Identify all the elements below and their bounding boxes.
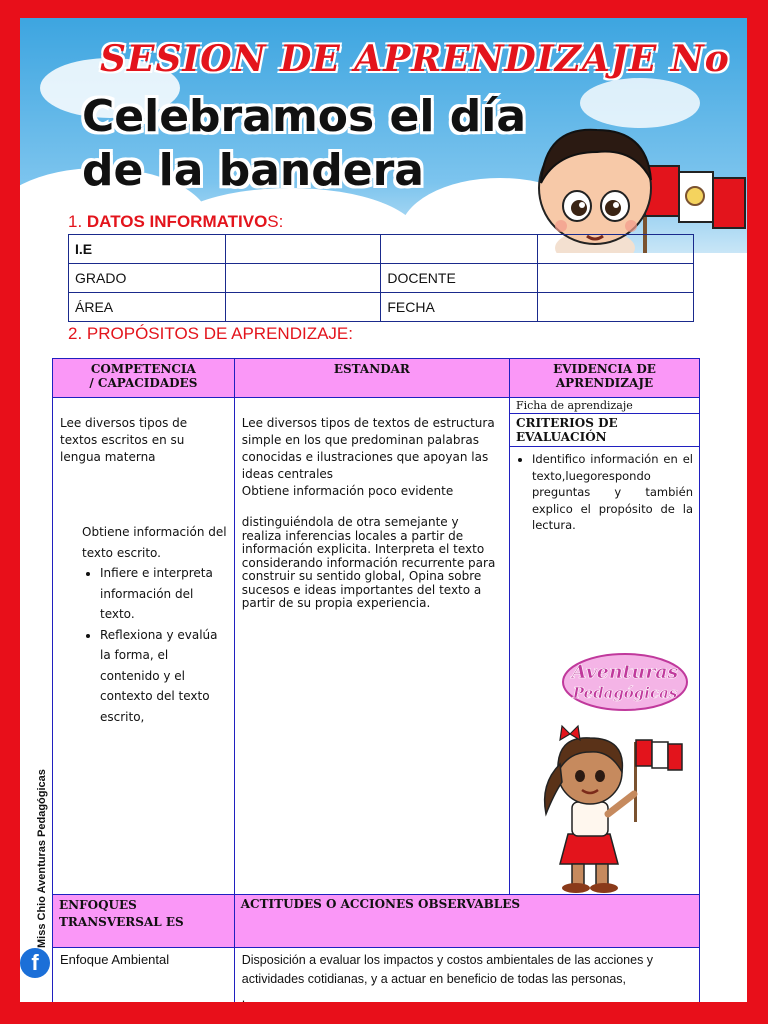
table-cell: GRADO [69, 264, 226, 293]
criterios-list [510, 447, 699, 534]
table-cell[interactable] [225, 264, 381, 293]
girl-with-flag-illustration [510, 724, 696, 894]
table-cell: DOCENTE [381, 264, 538, 293]
table-cell[interactable] [538, 264, 694, 293]
evidencia-header: EVIDENCIA DE APRENDIZAJE [510, 359, 700, 398]
page-title [82, 90, 562, 198]
table-cell[interactable] [225, 235, 381, 264]
competencia-header-label: COMPETENCIA / CAPACIDADES [89, 362, 198, 390]
facebook-icon[interactable]: f [20, 948, 50, 978]
capacidades-list [82, 563, 227, 727]
session-title: SESION DE APRENDIZAJE No [100, 38, 730, 80]
estandar-text-3: distinguiéndola de otra semejante y realiza inferencias locales a partir de información explicita. Interpreta el texto considerando información recurrente para construir su sentido global, Opina sobre sucesos e ideas importantes del texto a partir de su propia experiencia. [241, 515, 496, 610]
enfoques-header: ENFOQUES TRANSVERSAL ES [53, 894, 235, 947]
table-row [53, 398, 700, 895]
list-item: • Reflexiona y evalúa la forma, el contenido y el contexto del texto escrito, [100, 625, 227, 728]
heading-number: 1. [68, 212, 87, 231]
actitud-text: Disposición a evaluar los impactos y costos ambientales de las acciones y actividades cotidianas, y a actuar en beneficio de todas las personas, [241, 952, 654, 986]
heading-tail: S: [267, 212, 284, 231]
criterios-header: CRITERIOS DE EVALUACIÓN [510, 414, 699, 447]
boy-with-flag-illustration [535, 118, 747, 253]
logo-line-1: Aventuras [571, 660, 679, 683]
aventuras-pedagogicas-logo [510, 634, 696, 724]
table-row [69, 293, 694, 322]
table-row [69, 264, 694, 293]
table-row [53, 947, 700, 1002]
title-line-2: de la bandera [82, 145, 424, 196]
capacidad-intro: Obtiene información del texto escrito. [82, 525, 227, 560]
table-cell[interactable] [538, 293, 694, 322]
table-header-row [53, 894, 700, 947]
logo-line-2: Pedagógicas [572, 683, 678, 702]
estandar-text-2: Obtiene información poco evidente [241, 484, 454, 498]
document-sheet [20, 18, 747, 1002]
evidencia-text: Ficha de aprendizaje [510, 398, 699, 414]
table-cell[interactable] [538, 235, 694, 264]
title-line-1: Celebramos el día [82, 91, 527, 142]
enfoque-cell [53, 947, 235, 1002]
capacidades-block [54, 476, 233, 727]
estandar-text-1: Lee diversos tipos de textos de estructura simple en los que predominan palabras conocidas e ilustraciones que apoyan las ideas centrales [241, 416, 495, 481]
table-cell: FECHA [381, 293, 538, 322]
side-credit: Miss Chio Aventuras Pedagógicas [36, 769, 48, 948]
estandar-paragraph [236, 399, 508, 621]
estandar-cell [234, 398, 509, 895]
propositos-heading: 2. PROPÓSITOS DE APRENDIZAJE: [68, 324, 353, 343]
competencia-text: Lee diversos tipos de textos escritos en su lengua materna [60, 416, 188, 464]
heading-bold: DATOS INFORMATIVO [86, 212, 268, 231]
table-cell: ÁREA [69, 293, 226, 322]
datos-informativos-table [68, 234, 694, 322]
table-cell[interactable] [381, 235, 538, 264]
table-cell: I.E [69, 235, 226, 264]
actitudes-header: ACTITUDES O ACCIONES OBSERVABLES [234, 894, 699, 947]
propositos-table [52, 358, 700, 1002]
competencia-cell [53, 398, 235, 895]
estandar-header: ESTANDAR [234, 359, 509, 398]
evidencia-cell [510, 398, 700, 895]
enfoque-text: Enfoque Ambiental [60, 951, 170, 967]
actitud-cell [234, 947, 699, 1002]
list-item: • Identifico información en el texto,luegorespondo preguntas y también explico el propósito de la lectura. [532, 451, 693, 534]
datos-informativos-heading [68, 212, 283, 232]
actitud-tail: . [241, 990, 246, 1002]
competencia-header [53, 359, 235, 398]
table-row [69, 235, 694, 264]
table-header-row [53, 359, 700, 398]
list-item: • Infiere e interpreta información del texto. [100, 563, 227, 625]
actitud-paragraph [236, 949, 698, 1003]
table-cell[interactable] [225, 293, 381, 322]
